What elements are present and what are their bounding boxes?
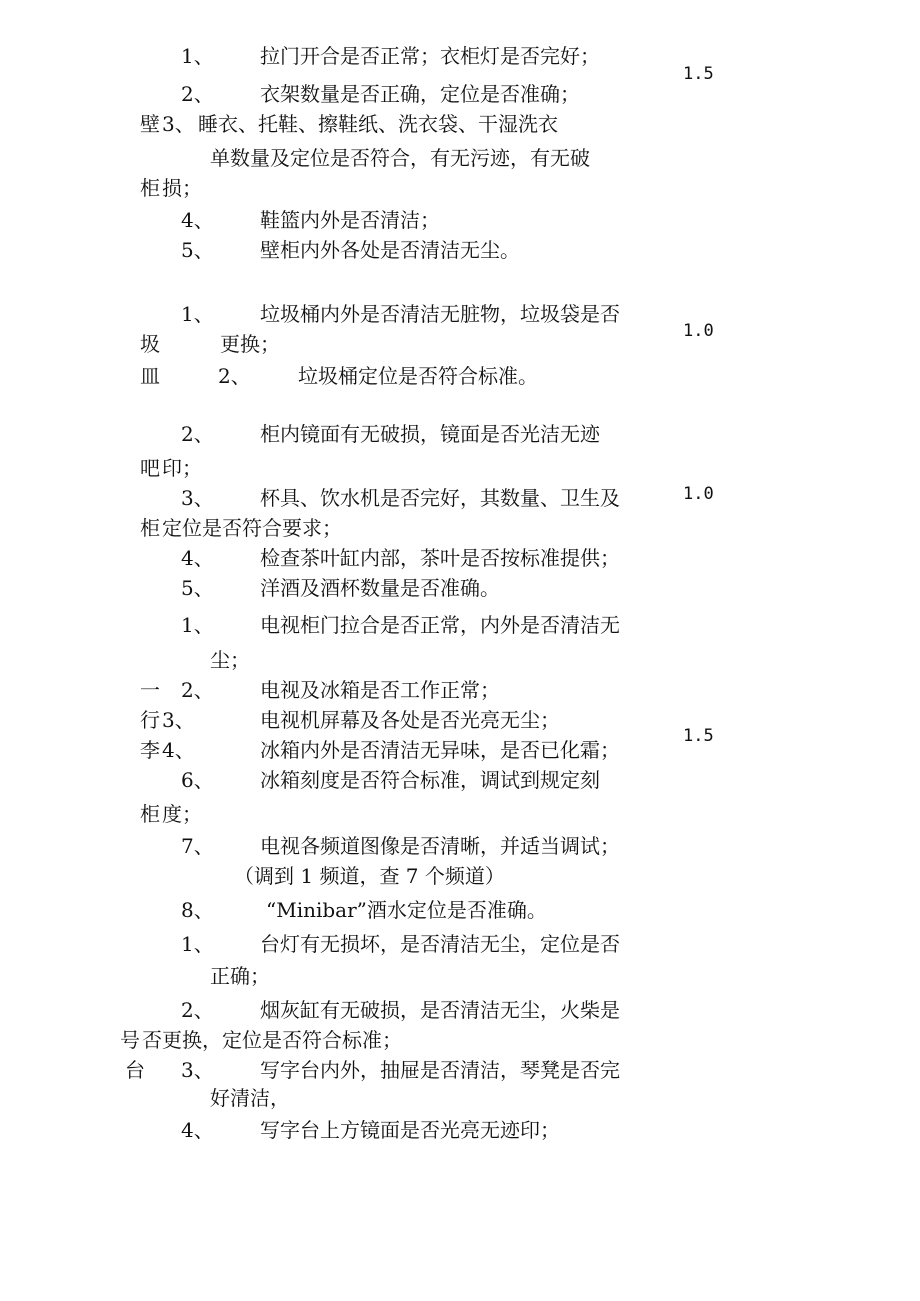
item-text: 睡衣、托鞋、擦鞋纸、洗衣袋、干湿洗衣 [198,112,558,136]
item-text: 检查茶叶缸内部，茶叶是否按标准提供； [260,546,620,570]
item-text: 洋酒及酒杯数量是否准确。 [260,576,500,600]
section-label-char: 吧 [140,456,160,480]
item-text: 拉门开合是否正常；衣柜灯是否完好； [260,44,600,68]
item-text-continuation: 度； [162,802,202,826]
score-value: 1.0 [683,321,714,341]
item-text: 鞋篮内外是否清洁； [260,208,440,232]
item-number: 4、 [162,738,195,762]
score-value: 1.5 [683,64,714,84]
item-text: 壁柜内外各处是否清洁无尘。 [260,238,520,262]
section-label-char: 李 [140,738,160,762]
item-number: 3、 [181,486,214,510]
item-number: 2、 [181,998,214,1022]
item-number: 2、 [181,678,214,702]
item-text-continuation: 定位是否符合要求； [162,516,342,540]
item-number: 1、 [181,932,214,956]
item-text-continuation: 单数量及定位是否符合，有无污迹，有无破 [210,146,590,170]
item-number: 2、 [218,364,251,388]
section-label-char: 皿 [140,364,160,388]
item-text: 杯具、饮水机是否完好，其数量、卫生及 [260,486,620,510]
section-label-char: 柜 [140,516,160,540]
item-text-continuation: 否更换，定位是否符合标准； [142,1028,402,1052]
section-label-char: 一 [140,678,160,702]
item-text: 电视各频道图像是否清晰，并适当调试； [260,834,620,858]
item-text: “Minibar”酒水定位是否准确。 [266,898,547,922]
item-text: 电视及冰箱是否工作正常； [260,678,500,702]
item-text: 柜内镜面有无破损，镜面是否光洁无迹 [260,422,600,446]
section-label-char: 圾 [140,332,160,356]
item-text: 垃圾桶内外是否清洁无脏物，垃圾袋是否 [260,302,620,326]
item-text: 衣架数量是否正确，定位是否准确； [260,82,580,106]
section-label-char: 号 [120,1028,140,1052]
item-number: 1、 [181,44,214,68]
item-number: 1、 [181,613,214,637]
section-label-char: 壁 [140,112,160,136]
item-number: 7、 [181,834,214,858]
item-number: 3、 [162,708,195,732]
item-text-continuation: 损； [162,176,202,200]
item-text-continuation: 更换； [220,332,280,356]
item-number: 6、 [181,768,214,792]
item-text: 台灯有无损坏，是否清洁无尘，定位是否 [260,932,620,956]
item-text-continuation: 印； [162,456,202,480]
item-number: 1、 [181,302,214,326]
item-text-continuation: 尘； [210,648,250,672]
section-label-char: 柜 [140,176,160,200]
section-label-char: 台 [125,1058,145,1082]
item-text-continuation: 好清洁， [210,1086,290,1110]
item-number: 5、 [181,576,214,600]
item-number: 5、 [181,238,214,262]
item-number: 2、 [181,422,214,446]
score-value: 1.0 [683,484,714,504]
item-text: 写字台内外，抽屉是否清洁，琴凳是否完 [260,1058,620,1082]
item-number: 3、 [181,1058,214,1082]
item-text: 垃圾桶定位是否符合标准。 [298,364,538,388]
item-number: 3、 [162,112,195,136]
item-number: 4、 [181,546,214,570]
section-label-char: 柜 [140,802,160,826]
item-text: 电视柜门拉合是否正常，内外是否清洁无 [260,613,620,637]
item-text-continuation: 正确； [210,964,270,988]
item-number: 4、 [181,1118,214,1142]
item-text-continuation: （调到 1 频道，查 7 个频道） [234,864,505,888]
item-text: 写字台上方镜面是否光亮无迹印； [260,1118,560,1142]
item-text: 冰箱刻度是否符合标准，调试到规定刻 [260,768,600,792]
item-number: 8、 [181,898,214,922]
section-label-char: 行 [140,708,160,732]
score-value: 1.5 [683,726,714,746]
item-number: 4、 [181,208,214,232]
item-text: 冰箱内外是否清洁无异味，是否已化霜； [260,738,620,762]
item-text: 电视机屏幕及各处是否光亮无尘； [260,708,560,732]
item-number: 2、 [181,82,214,106]
item-text: 烟灰缸有无破损，是否清洁无尘，火柴是 [260,998,620,1022]
